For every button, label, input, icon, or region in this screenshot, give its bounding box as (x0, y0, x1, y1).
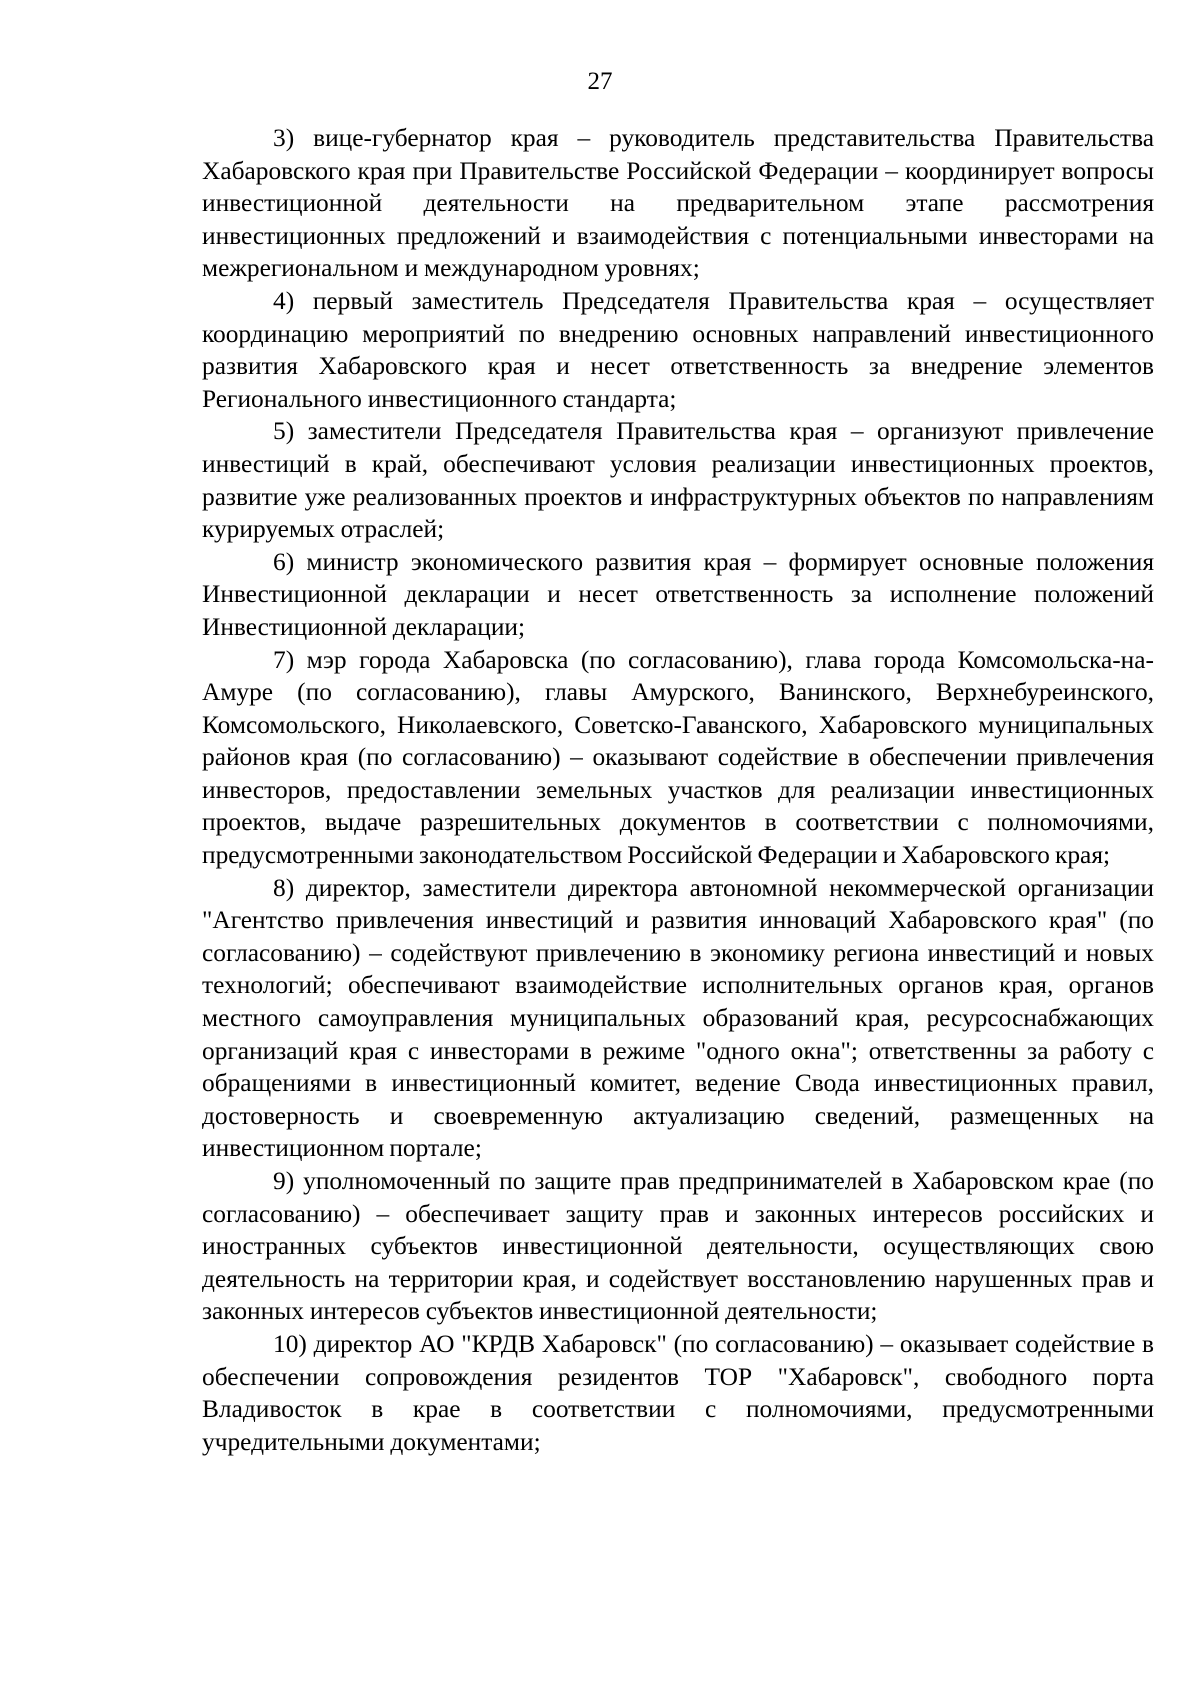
item-number: 4) (273, 286, 295, 315)
document-body (202, 122, 1154, 1458)
item-text: первый заместитель Председателя Правительства края – осуществляет координацию мероприятий по внедрению основных направлений инвестиционного развития Хабаровского края и несет ответственность за внедрение элементов Регионального инвестиционного стандарта; (202, 286, 1154, 413)
item-text: уполномоченный по защите прав предпринимателей в Хабаровском крае (по согласованию) – обеспечивает защиту прав и законных интересов российских и иностранных субъектов инвестиционной деятельности, осуществляющих свою деятельность на территории края, и содействует восстановлению нарушенных прав и законных интересов субъектов инвестиционной деятельности; (202, 1167, 1154, 1326)
list-item-6 (202, 546, 1154, 644)
list-item-7 (202, 644, 1154, 872)
list-item-10 (202, 1328, 1154, 1458)
item-text: директор АО "КРДВ Хабаровск" (по согласованию) – оказывает содействие в обеспечении сопровождения резидентов ТОР "Хабаровск", свободного порта Владивосток в крае в соответствии с полномочиями, предусмотренными учредительными документами; (202, 1329, 1154, 1456)
item-number: 3) (273, 124, 295, 152)
list-item-8 (202, 872, 1154, 1165)
list-item-5 (202, 415, 1154, 545)
item-number: 7) (273, 645, 295, 674)
item-text: мэр города Хабаровска (по согласованию), глава города Комсомольска-на-Амуре (по согласованию), главы Амурского, Ванинского, Верхнебуреинского, Комсомольского, Николаевского, Советско-Гаванского, Хабаровского муниципальных районов края (по согласованию) – оказывают содействие в обеспечении привлечения инвесторов, предоставлении земельных участков для реализации инвестиционных проектов, выдаче разрешительных документов в соответствии с полномочиями, предусмотренными законодательством Российской Федерации и Хабаровского края; (202, 645, 1154, 870)
item-number: 8) (273, 873, 295, 902)
item-text: директор, заместители директора автономной некоммерческой организации "Агентство привлечения инвестиций и развития инноваций Хабаровского края" (по согласованию) – содействуют привлечению в экономику региона инвестиций и новых технологий; обеспечивают взаимодействие исполнительных органов края, органов местного самоуправления муниципальных образований края, ресурсоснабжающих организаций края с инвесторами в режиме "одного окна"; ответственны за работу с обращениями в инвестиционный комитет, ведение Свода инвестиционных правил, достоверность и своевременную актуализацию сведений, размещенных на инвестиционном портале; (202, 873, 1155, 1163)
item-text: заместители Председателя Правительства края – организуют привлечение инвестиций в край, обеспечивают условия реализации инвестиционных проектов, развитие уже реализованных проектов и инфраструктурных объектов по направлениям курируемых отраслей; (202, 417, 1154, 544)
list-item-9 (202, 1165, 1154, 1328)
item-number: 6) (273, 547, 295, 576)
list-item-4 (202, 285, 1154, 415)
item-text: вице-губернатор края – руководитель представительства Правительства Хабаровского края при Правительстве Российской Федерации – координирует вопросы инвестиционной деятельности на предварительном этапе рассмотрения инвестиционных предложений и взаимодействия с потенциальными инвесторами на межрегиональном и международном уровнях; (202, 124, 1154, 283)
list-item-3 (202, 122, 1154, 285)
item-number: 9) (273, 1167, 295, 1195)
item-number: 5) (273, 417, 295, 446)
page-number: 27 (587, 68, 613, 95)
item-number: 10) (273, 1329, 307, 1358)
item-text: министр экономического развития края – формирует основные положения Инвестиционной декларации и несет ответственность за исполнение положений Инвестиционной декларации; (202, 547, 1154, 641)
